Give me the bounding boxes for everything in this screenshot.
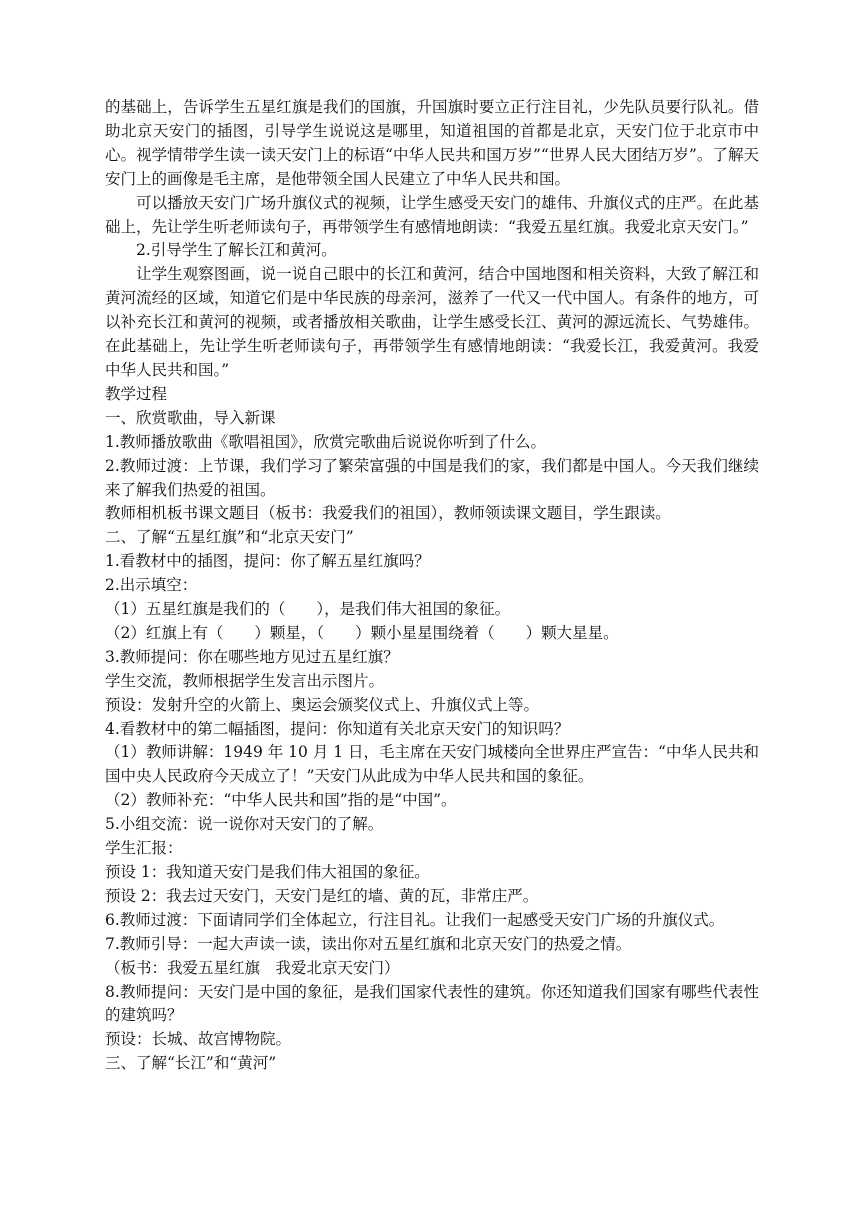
paragraph: 预设 2：我去过天安门，天安门是红的墙、黄的瓦，非常庄严。 <box>105 886 539 905</box>
document-page <box>105 96 759 1076</box>
section-heading: 二、了解“五星红旗”和“北京天安门” <box>105 528 354 547</box>
paragraph: 可以播放天安门广场升旗仪式的视频，让学生感受天安门的雄伟、升旗仪式的庄严。在此基础上，先让学生听老师读句子，再带领学生有感情地朗读：“我爱五星红旗。我爱北京天安门。” <box>105 193 759 236</box>
paragraph: 预设 1：我知道天安门是我们伟大祖国的象征。 <box>105 863 430 881</box>
section-heading: 三、了解“长江”和“黄河” <box>105 1054 277 1073</box>
paragraph: （2）红旗上有（ ）颗星，（ ）颗小星星围绕着（ ）颗大星星。 <box>105 623 619 642</box>
section-heading: 教学过程 <box>105 384 168 403</box>
paragraph: 2.出示填空： <box>105 576 198 595</box>
paragraph: 3.教师提问：你在哪些地方见过五星红旗？ <box>105 647 399 666</box>
paragraph: 学生交流，教师根据学生发言出示图片。 <box>105 671 385 690</box>
paragraph: （2）教师补充：“中华人民共和国”指的是“中国”。 <box>105 791 457 810</box>
paragraph: 的基础上，告诉学生五星红旗是我们的国旗，升国旗时要立正行注目礼，少先队员要行队礼。借助北京天安门的插图，引导学生说说这是哪里，知道祖国的首都是北京，天安门位于北京市中心。视学情带学生读一读天安门上的标语“中华人民共和国万岁”“世界人民大团结万岁”。了解天安门上的画像是毛主席，是他带领全国人民建立了中华人民共和国。 <box>105 98 759 188</box>
paragraph: （1）教师讲解：1949 年 10 月 1 日，毛主席在天安门城楼向全世界庄严宣告：“中华人民共和国中央人民政府今天成立了！”天安门从此成为中华人民共和国的象征。 <box>105 743 759 786</box>
section-heading: 一、欣赏歌曲，导入新课 <box>105 408 276 427</box>
paragraph: 1.教师播放歌曲《歌唱祖国》，欣赏完歌曲后说说你听到了什么。 <box>105 432 547 451</box>
paragraph: 8.教师提问：天安门是中国的象征，是我们国家代表性的建筑。你还知道我们国家有哪些代表性的建筑吗？ <box>105 982 759 1025</box>
paragraph: （板书：我爱五星红旗 我爱北京天安门） <box>105 958 400 977</box>
paragraph: 6.教师过渡：下面请同学们全体起立，行注目礼。让我们一起感受天安门广场的升旗仪式。 <box>105 910 725 929</box>
paragraph: （1）五星红旗是我们的（ ），是我们伟大祖国的象征。 <box>105 600 511 619</box>
paragraph: 教师相机板书课文题目（板书：我爱我们的祖国），教师领读课文题目，学生跟读。 <box>105 504 671 523</box>
paragraph: 1.看教材中的插图，提问：你了解五星红旗吗？ <box>105 552 430 571</box>
paragraph: 5.小组交流：说一说你对天安门的了解。 <box>105 815 384 834</box>
paragraph: 2.教师过渡：上节课，我们学习了繁荣富强的中国是我们的家，我们都是中国人。今天我们继续来了解我们热爱的祖国。 <box>105 456 759 499</box>
paragraph: 预设：发射升空的火箭上、奥运会颁奖仪式上、升旗仪式上等。 <box>105 695 540 714</box>
paragraph: 学生汇报： <box>105 839 183 858</box>
paragraph: 2.引导学生了解长江和黄河。 <box>136 241 337 260</box>
paragraph: 4.看教材中的第二幅插图，提问：你知道有关北京天安门的知识吗？ <box>105 719 570 738</box>
paragraph: 预设：长城、故宫博物院。 <box>105 1030 292 1049</box>
paragraph: 7.教师引导：一起大声读一读，读出你对五星红旗和北京天安门的热爱之情。 <box>105 934 632 953</box>
paragraph: 让学生观察图画，说一说自己眼中的长江和黄河，结合中国地图和相关资料，大致了解江和黄河流经的区域，知道它们是中华民族的母亲河，滋养了一代又一代中国人。有条件的地方，可以补充长江和黄河的视频，或者播放相关歌曲，让学生感受长江、黄河的源远流长、气势雄伟。在此基础上，先让学生听老师读句子，再带领学生有感情地朗读：“我爱长江，我爱黄河。我爱中华人民共和国。” <box>105 265 759 379</box>
